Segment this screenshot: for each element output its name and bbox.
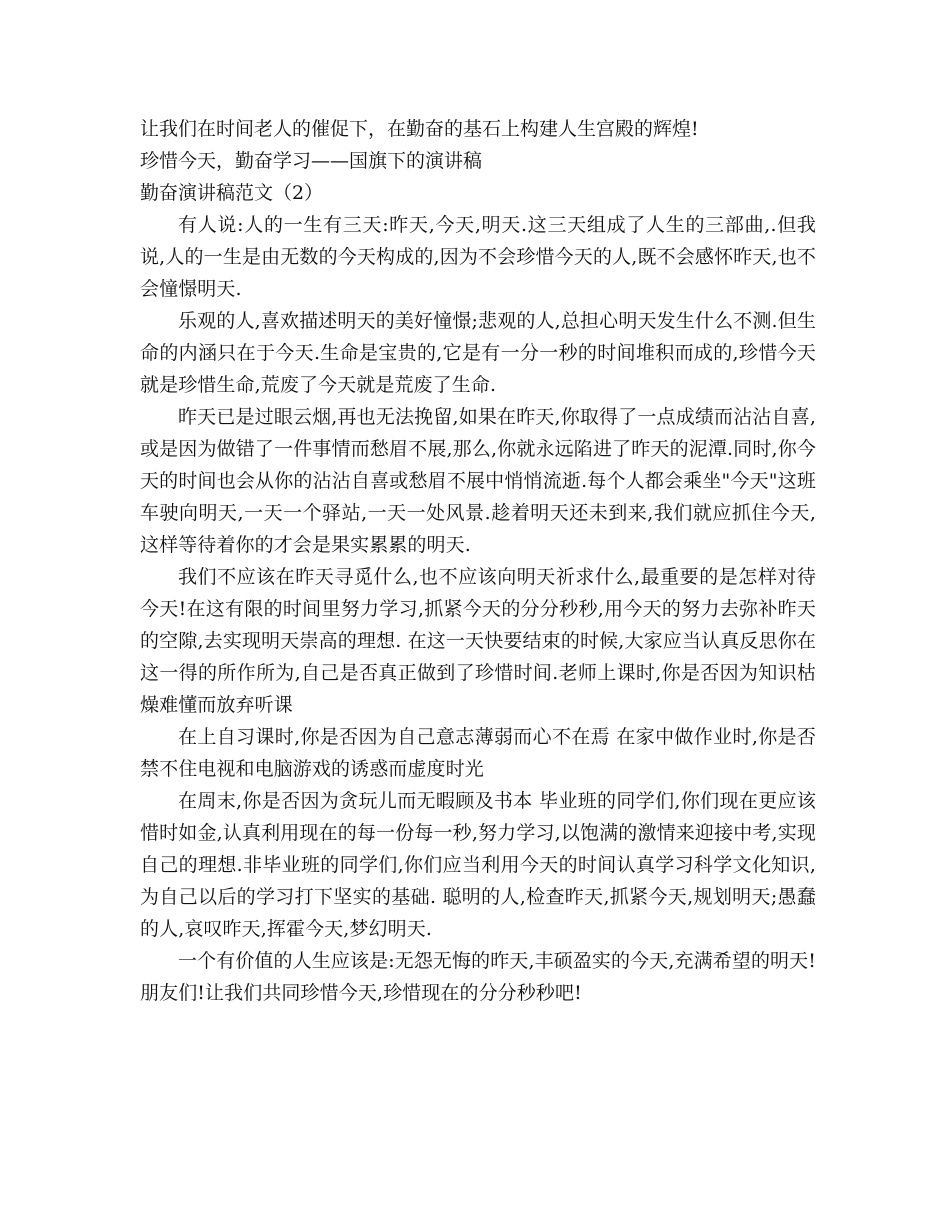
paragraph-4: 我们不应该在昨天寻觅什么,也不应该向明天祈求什么,最重要的是怎样对待今天!在这有限的时间里努力学习,抓紧今天的分分秒秒,用今天的努力去弥补昨天的空隙,去实现明天崇高的理想. 在这一天快要结束的时候,大家应当认真反思你在这一得的所作所为,自己是否真正做到了珍惜时间.老师上课时,你是否因为知识枯燥难懂而放弃听课 (140, 566, 816, 716)
closing-line: 让我们在时间老人的催促下，在勤奋的基石上构建人生宫殿的辉煌! (140, 118, 699, 140)
section-heading: 勤奋演讲稿范文（2） (140, 182, 324, 204)
paragraph-3: 昨天已是过眼云烟,再也无法挽留,如果在昨天,你取得了一点成绩而沾沾自喜,或是因为做错了一件事情而愁眉不展,那么,你就永远陷进了昨天的泥潭.同时,你今天的时间也会从你的沾沾自喜或愁眉不展中悄悄流逝.每个人都会乘坐"今天"这班车驶向明天,一天一个驿站,一天一处风景.趁着明天还未到来,我们就应抓住今天,这样等待着你的才会是果实累累的明天. (140, 406, 816, 556)
paragraph-5: 在上自习课时,你是否因为自己意志薄弱而心不在焉 在家中做作业时,你是否禁不住电视和电脑游戏的诱惑而虚度时光 (140, 726, 816, 780)
paragraph-6: 在周末,你是否因为贪玩儿而无暇顾及书本 毕业班的同学们,你们现在更应该惜时如金,认真利用现在的每一份每一秒,努力学习,以饱满的激情来迎接中考,实现自己的理想.非毕业班的同学们,你们应当利用今天的时间认真学习科学文化知识,为自己以后的学习打下坚实的基础. 聪明的人,检查昨天,抓紧今天,规划明天;愚蠢的人,哀叹昨天,挥霍今天,梦幻明天. (140, 790, 816, 940)
paragraph-1: 有人说:人的一生有三天:昨天,今天,明天.这三天组成了人生的三部曲,.但我说,人的一生是由无数的今天构成的,因为不会珍惜今天的人,既不会感怀昨天,也不会憧憬明天. (140, 214, 816, 300)
paragraph-2: 乐观的人,喜欢描述明天的美好憧憬;悲观的人,总担心明天发生什么不测.但生命的内涵只在于今天.生命是宝贵的,它是有一分一秒的时间堆积而成的,珍惜今天就是珍惜生命,荒废了今天就是荒废了生命. (140, 310, 816, 396)
paragraph-7: 一个有价值的人生应该是:无怨无悔的昨天,丰硕盈实的今天,充满希望的明天!朋友们!让我们共同珍惜今天,珍惜现在的分分秒秒吧! (140, 950, 816, 1004)
document-page (140, 113, 816, 1009)
speech-title: 珍惜今天，勤奋学习——国旗下的演讲稿 (140, 150, 483, 172)
